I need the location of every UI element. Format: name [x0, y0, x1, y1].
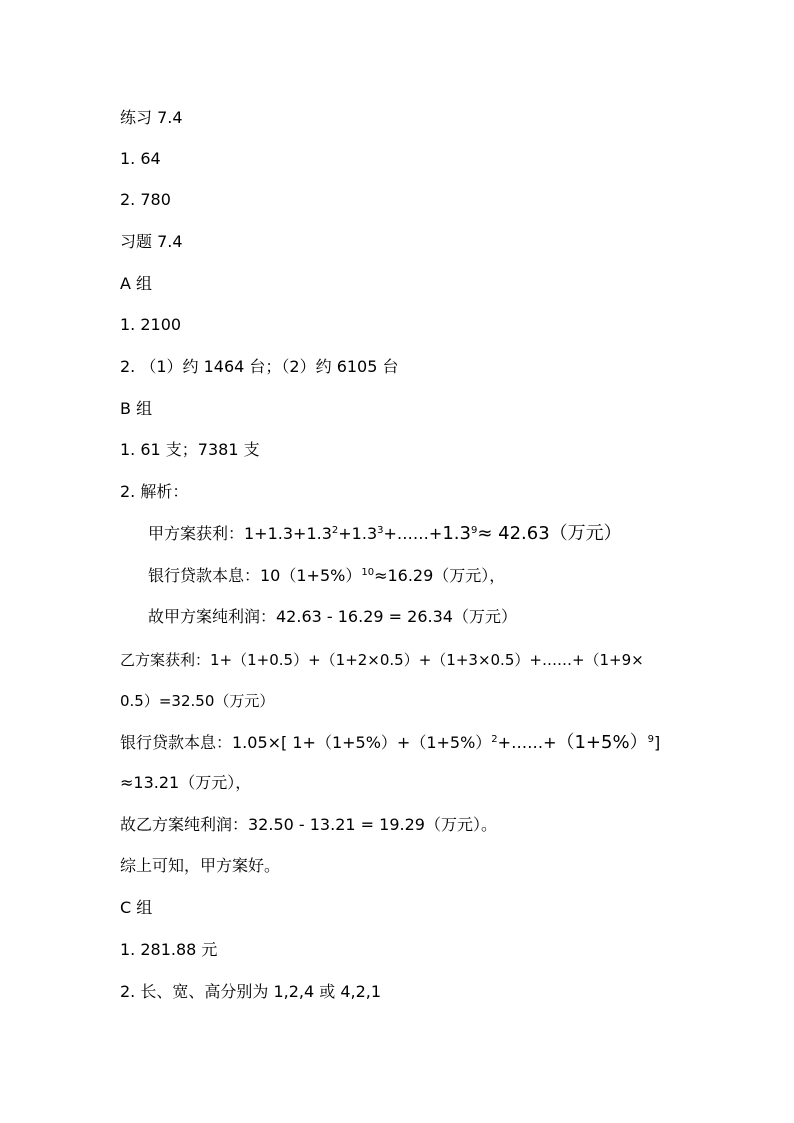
plan-a-exp-9: 9: [470, 525, 478, 536]
plan-b-loan-exp-9: 9: [647, 734, 654, 745]
group-b-answer-2: 2. 解析：: [120, 482, 189, 501]
group-a-answer-1: 1. 2100: [120, 315, 182, 334]
plan-a-profit: [148, 524, 622, 544]
plan-b-profit-line-1: 乙方案获利：1+（1+0.5）+（1+2×0.5）+（1+3×0.5）+……+（1+9×: [120, 651, 644, 669]
plan-b-loan: [120, 733, 660, 753]
conclusion: 综上可知，甲方案好。: [120, 856, 281, 875]
group-c-label: C 组: [120, 898, 153, 917]
plan-a-profit-text-2: +1.3: [338, 524, 378, 543]
practice-answer-1: 1. 64: [120, 149, 161, 168]
plan-a-profit-text-4: 1.3: [442, 523, 471, 544]
group-c-answer-2: 2. 长、宽、高分别为 1,2,4 或 4,2,1: [120, 982, 382, 1001]
plan-a-net: 故甲方案纯利润：42.63 - 16.29 = 26.34（万元）: [148, 607, 517, 626]
group-a-answer-2: 2. （1）约 1464 台；（2）约 6105 台: [120, 357, 399, 376]
group-a-label: A 组: [120, 274, 153, 293]
plan-a-loan: [148, 566, 505, 586]
plan-b-loan-end: ]: [653, 733, 661, 752]
group-c-answer-1: 1. 281.88 元: [120, 940, 218, 959]
plan-a-profit-text-3: +……+: [383, 524, 443, 543]
plan-a-exp-3: 3: [377, 525, 384, 536]
practice-title: 练习 7.4: [120, 108, 183, 127]
plan-b-loan-exp-2: 2: [491, 734, 498, 745]
plan-b-loan-line-2: ≈13.21（万元），: [120, 773, 252, 792]
exercise-title: 习题 7.4: [120, 232, 183, 251]
plan-b-loan-mid: +……+: [497, 733, 557, 752]
plan-a-exp-2: 2: [331, 525, 339, 536]
plan-b-loan-text: 银行贷款本息：1.05×[ 1+（1+5%）+（1+5%）: [120, 733, 492, 752]
plan-b-loan-big: （1+5%）: [556, 732, 648, 753]
plan-b-net: 故乙方案纯利润：32.50 - 13.21 = 19.29（万元）。: [120, 815, 497, 834]
plan-a-loan-exp: 10: [361, 567, 375, 578]
plan-a-profit-text-1: 甲方案获利：1+1.3+1.3: [148, 524, 332, 543]
group-b-answer-1: 1. 61 支；7381 支: [120, 440, 260, 459]
plan-a-profit-result: ≈ 42.63（万元）: [477, 523, 622, 544]
practice-answer-2: 2. 780: [120, 190, 171, 209]
plan-a-loan-text: 银行贷款本息：10（1+5%）: [148, 566, 362, 585]
plan-b-profit-line-2: 0.5）=32.50（万元）: [120, 692, 275, 710]
plan-a-loan-result: ≈16.29（万元），: [374, 566, 506, 585]
group-b-label: B 组: [120, 399, 153, 418]
